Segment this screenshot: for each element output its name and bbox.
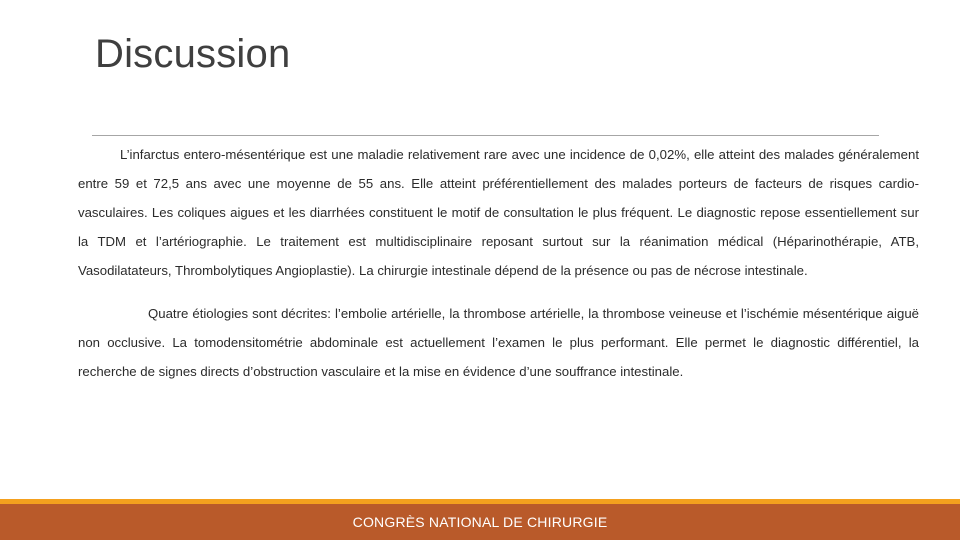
body-paragraph-1: L’infarctus entero-mésentérique est une maladie relativement rare avec une incidence de 0,02%, elle atteint des malades généralement entre 59 et 72,5 ans avec une moyenne de 55 ans. Elle atteint préférentiellement des malades porteurs de facteurs de risques cardio-vasculaires. Les coliques aigues et les diarrhées constituent le motif de consultation le plus fréquent. Le diagnostic repose essentiellement sur la TDM et l’artériographie. Le traitement est multidisciplinaire reposant surtout sur la réanimation médical (Héparinothérapie, ATB, Vasodilatateurs, Thrombolytiques Angioplastie). La chirurgie intestinale dépend de la présence ou pas de nécrose intestinale. [78,147,919,278]
slide-body [78,140,919,386]
slide-title: Discussion [95,32,291,76]
footer-text: CONGRÈS NATIONAL DE CHIRURGIE [352,514,608,530]
body-paragraph-2: Quatre étiologies sont décrites: l’embolie artérielle, la thrombose artérielle, la thrombose veineuse et l’ischémie mésentérique aiguë non occlusive. La tomodensitométrie abdominale est actuellement l’examen le plus performant. Elle permet le diagnostic différentiel, la recherche de signes directs d’obstruction vasculaire et la mise en évidence d’une souffrance intestinale. [78,306,919,379]
title-divider [92,135,879,136]
